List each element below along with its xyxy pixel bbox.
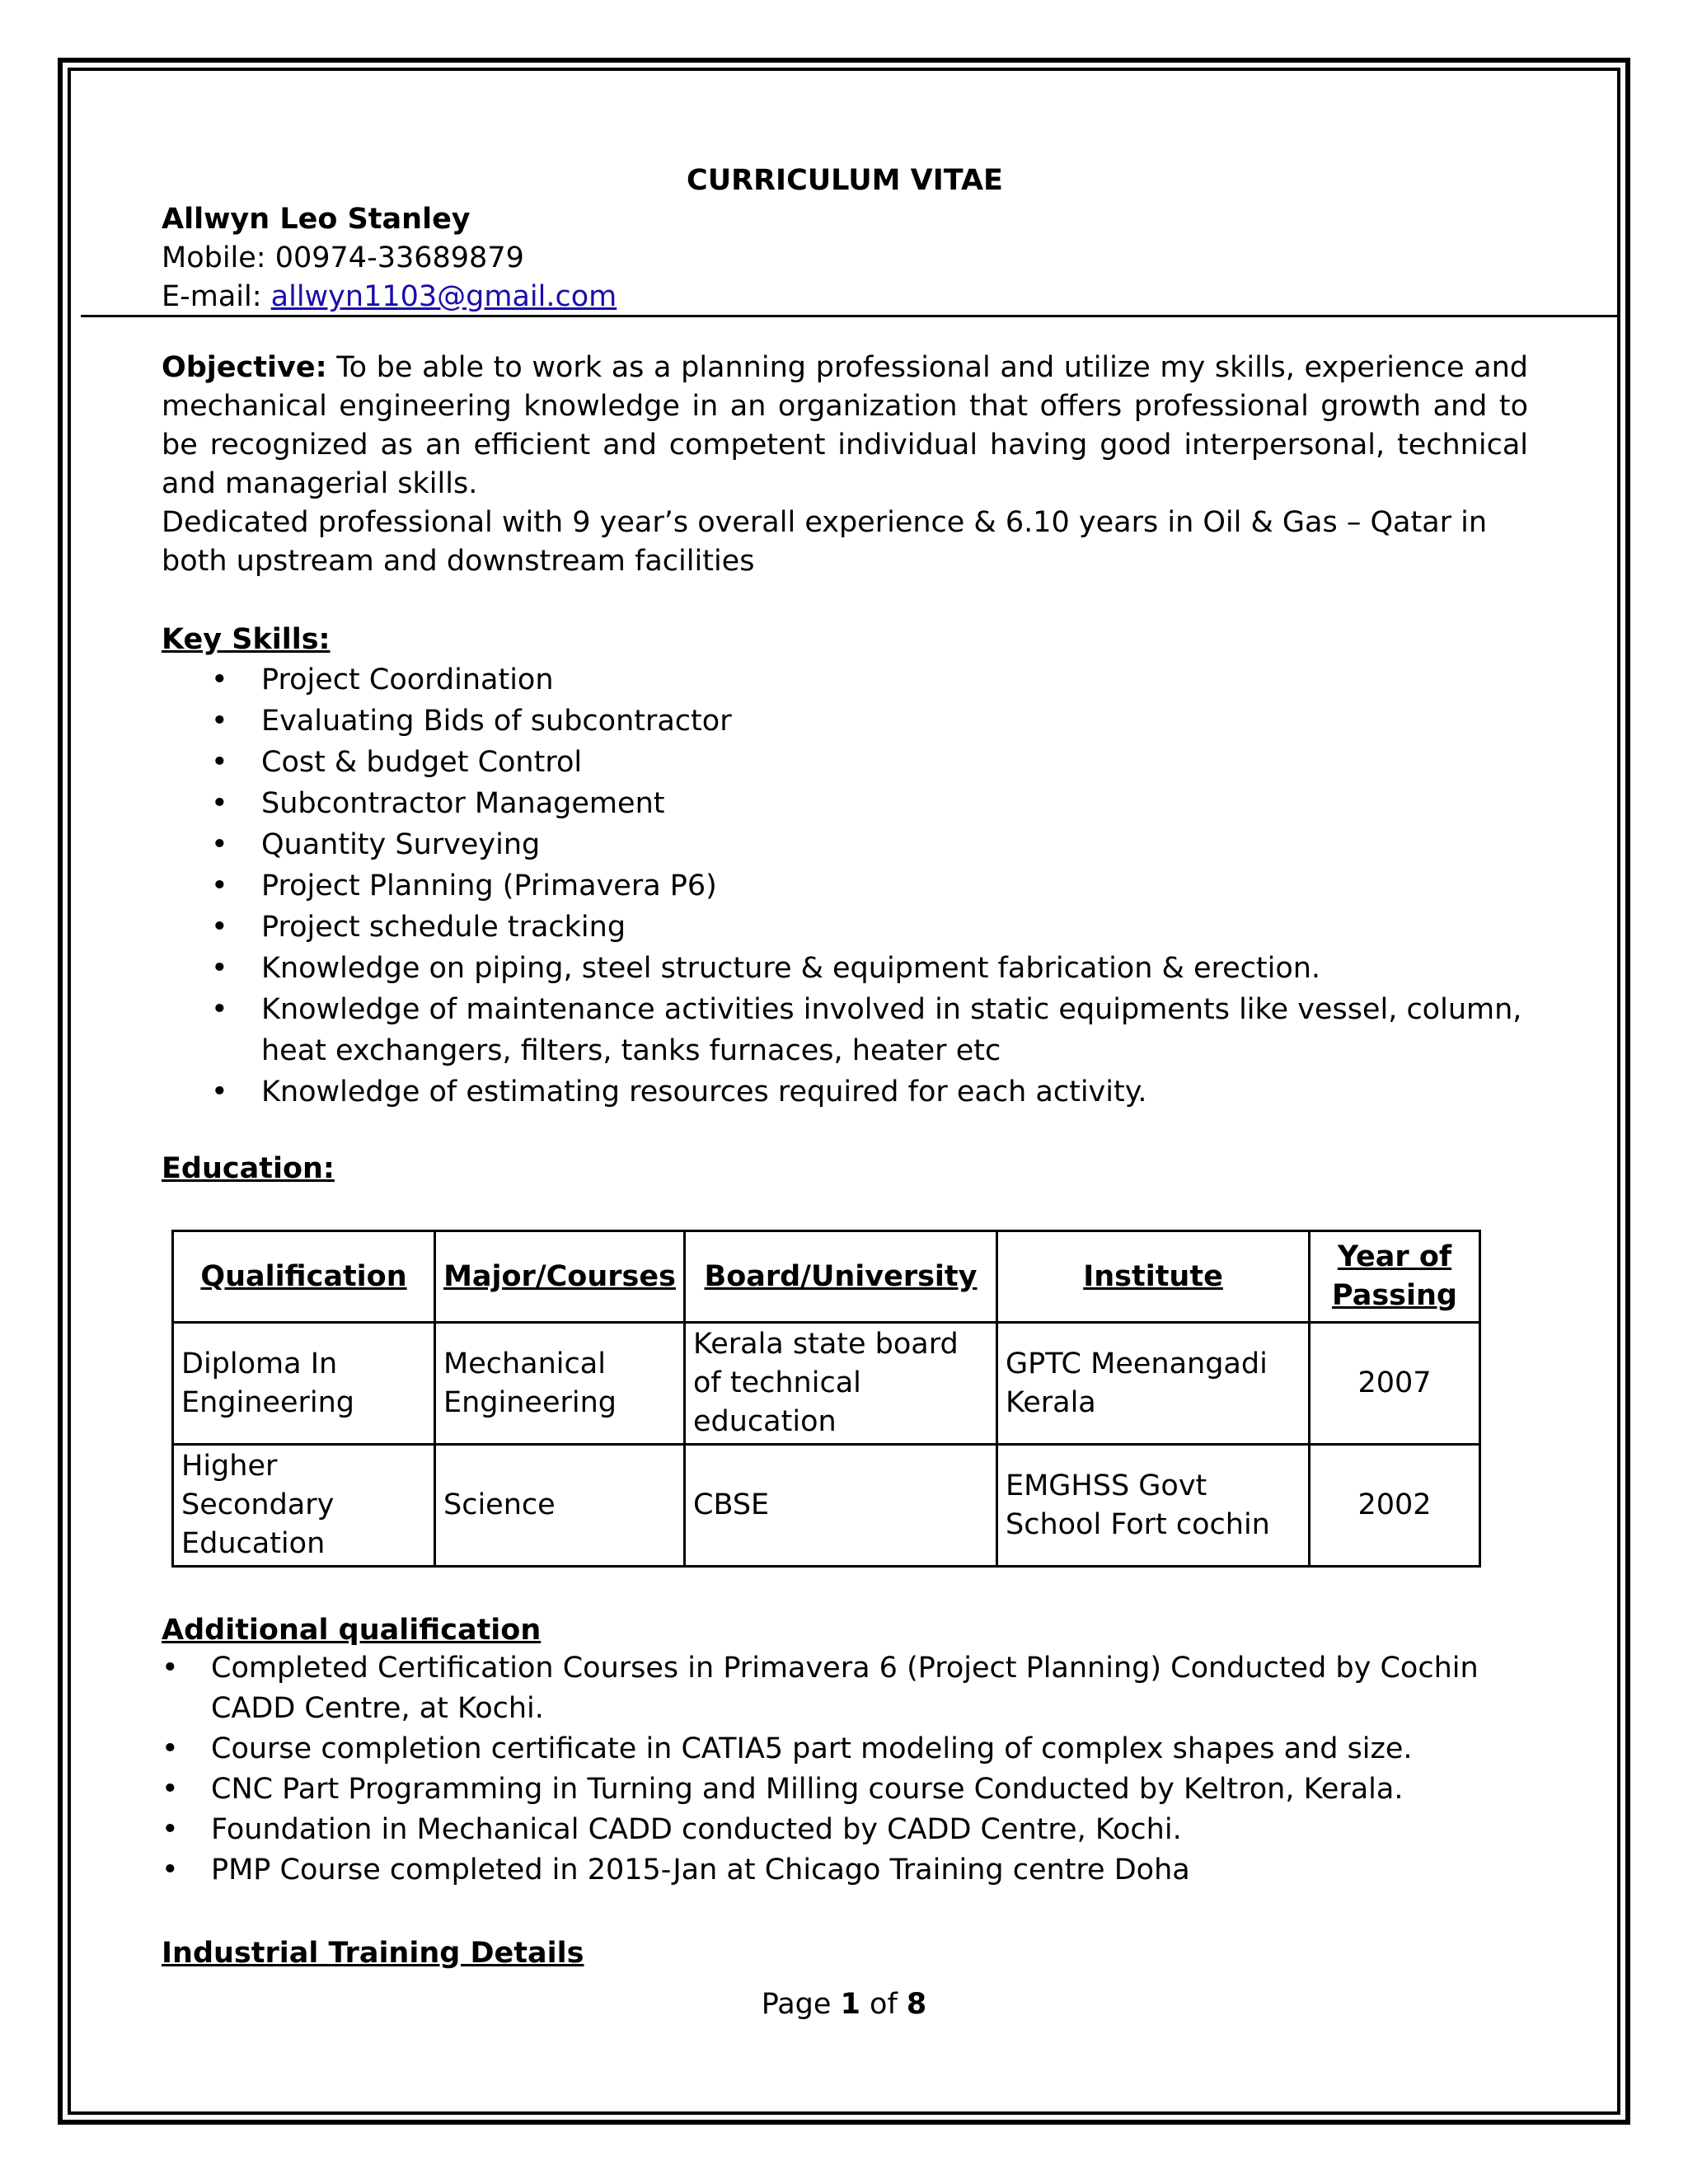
column-header-major: Major/Courses — [435, 1231, 685, 1323]
column-header-institute: Institute — [997, 1231, 1310, 1323]
email-line — [162, 278, 1528, 316]
column-header-board: Board/University — [685, 1231, 997, 1323]
email-label: E-mail: — [162, 280, 271, 313]
table-row — [173, 1323, 1480, 1445]
industrial-training-section — [162, 1937, 1528, 1970]
table-cell: 2007 — [1310, 1323, 1480, 1445]
page-word: Page — [761, 1988, 841, 2021]
total-page-count: 8 — [906, 1988, 927, 2021]
column-header-qualification: Qualification — [173, 1231, 435, 1323]
education-table — [171, 1230, 1481, 1568]
table-cell: Science — [435, 1445, 685, 1567]
list-item: • Quantity Surveying — [162, 824, 1528, 865]
list-item: • Project Coordination — [162, 659, 1528, 701]
objective-text: To be able to work as a planning professional and utilize my skills, experience and mechanical engineering knowledge in an organization that offers professional growth and to be recognized as an efficient and competent individual having good interpersonal, technical and managerial skills. — [162, 351, 1528, 500]
document-title: CURRICULUM VITAE — [687, 164, 1003, 197]
key-skills-list — [162, 659, 1528, 1113]
of-word: of — [860, 1988, 907, 2021]
header-divider — [81, 315, 1617, 317]
list-item: • Knowledge on piping, steel structure & equipment fabrication & erection. — [162, 948, 1528, 989]
objective-paragraph — [162, 349, 1528, 504]
additional-qualification-section — [162, 1614, 1528, 1891]
industrial-training-heading: Industrial Training Details — [162, 1937, 584, 1970]
mobile-number: 00974-33689879 — [274, 241, 524, 274]
education-section — [162, 1152, 1528, 1560]
table-cell: GPTC Meenangadi Kerala — [997, 1323, 1310, 1445]
additional-qualification-heading: Additional qualification — [162, 1614, 542, 1647]
education-heading: Education: — [162, 1152, 335, 1185]
table-cell: Kerala state board of technical education — [685, 1323, 997, 1445]
list-item: • CNC Part Programming in Turning and Milling course Conducted by Keltron, Kerala. — [162, 1769, 1528, 1810]
list-item: • Project Planning (Primavera P6) — [162, 865, 1528, 907]
list-item: • Subcontractor Management — [162, 783, 1528, 824]
cv-header — [162, 162, 1528, 316]
experience-summary: Dedicated professional with 9 year’s overall experience & 6.10 years in Oil & Gas – Qatar in both upstream and downstream facilities — [162, 506, 1488, 578]
current-page-number: 1 — [840, 1988, 860, 2021]
list-item: • Project schedule tracking — [162, 907, 1528, 948]
mobile-label: Mobile: — [162, 241, 275, 274]
list-item: • PMP Course completed in 2015-Jan at Chicago Training centre Doha — [162, 1850, 1528, 1891]
list-item: • Cost & budget Control — [162, 742, 1528, 783]
email-link[interactable]: allwyn1103@gmail.com — [270, 280, 617, 313]
column-header-year: Year of Passing — [1310, 1231, 1480, 1323]
table-cell: 2002 — [1310, 1445, 1480, 1567]
list-item: • Completed Certification Courses in Primavera 6 (Project Planning) Conducted by Cochin CADD Centre, at Kochi. — [162, 1648, 1528, 1729]
objective-label: Objective: — [162, 351, 327, 384]
table-row — [173, 1445, 1480, 1567]
key-skills-heading: Key Skills: — [162, 623, 331, 656]
table-header-row — [173, 1231, 1480, 1323]
key-skills-section — [162, 623, 1528, 1113]
list-item: • Evaluating Bids of subcontractor — [162, 701, 1528, 742]
list-item: • Knowledge of maintenance activities involved in static equipments like vessel, column, heat exchangers, filters, tanks furnaces, heater etc — [162, 989, 1528, 1071]
table-cell: CBSE — [685, 1445, 997, 1567]
list-item: • Foundation in Mechanical CADD conducted by CADD Centre, Kochi. — [162, 1810, 1528, 1850]
additional-qualification-list — [162, 1648, 1528, 1891]
table-cell: Higher Secondary Education — [173, 1445, 435, 1567]
mobile-line — [162, 239, 1528, 278]
table-cell: Mechanical Engineering — [435, 1323, 685, 1445]
list-item: • Knowledge of estimating resources required for each activity. — [162, 1071, 1528, 1113]
list-item: • Course completion certificate in CATIA5 part modeling of complex shapes and size. — [162, 1729, 1528, 1769]
page-footer — [0, 1988, 1688, 2021]
candidate-name: Allwyn Leo Stanley — [162, 203, 471, 236]
table-cell: Diploma In Engineering — [173, 1323, 435, 1445]
table-cell: EMGHSS Govt School Fort cochin — [997, 1445, 1310, 1567]
objective-section — [162, 349, 1528, 581]
